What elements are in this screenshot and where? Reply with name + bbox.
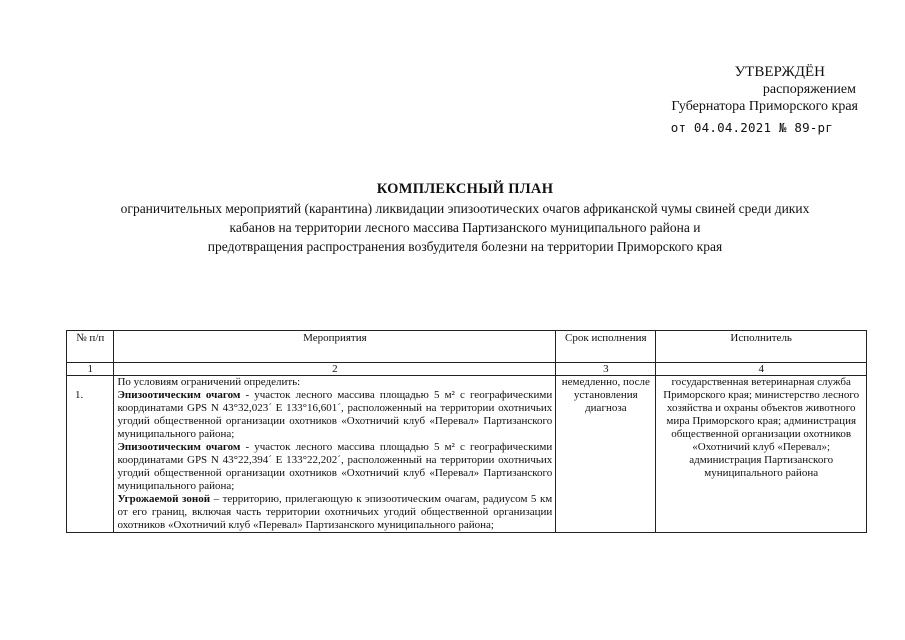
approval-approved: УТВЕРЖДЁН <box>734 64 825 80</box>
approval-governor: Губернатора Приморского края <box>671 99 858 114</box>
measure-term: Угрожаемой зоной <box>117 493 211 505</box>
column-number: 3 <box>556 363 656 376</box>
approval-order: распоряжением <box>762 82 856 97</box>
column-number: 4 <box>656 363 867 376</box>
measure-term: Эпизоотическим очагом <box>117 441 241 453</box>
measure-text: - участок лесного массива площадью 5 м² с географическими координатами GPS N 43°32,023´ E 133°16,601´, расположенный на территории охотничьих угодий общественной организации охотников «Охотничий клуб «Перевал» Партизанского муниципального района; <box>117 389 553 440</box>
document-heading <box>40 179 890 256</box>
plan-table <box>66 330 867 533</box>
measure-term: Эпизоотическим очагом <box>117 389 241 401</box>
row-term: немедленно, после установления диагноза <box>556 376 656 533</box>
approval-stamp <box>671 64 858 136</box>
measures-intro: По условиям ограничений определить: <box>117 376 301 388</box>
column-number: 1 <box>67 363 114 376</box>
row-measures <box>114 376 556 533</box>
table-header-row <box>67 331 867 363</box>
header-term: Срок исполнения <box>556 331 656 363</box>
document-title: КОМПЛЕКСНЫЙ ПЛАН <box>376 181 554 197</box>
document-subtitle-line-1: ограничительных мероприятий (карантина) ликвидации эпизоотических очагов африканской чумы свиней среди диких <box>120 201 810 216</box>
document-subtitle-line-3: предотвращения распространения возбудителя болезни на территории Приморского края <box>207 239 723 254</box>
header-measures: Мероприятия <box>114 331 556 363</box>
column-number-row <box>67 363 867 376</box>
measure-item <box>117 493 552 532</box>
measure-text: - участок лесного массива площадью 5 м² с географическими координатами GPS N 43°22,394´ E 133°22,202´, расположенный на территории охотничьих угодий общественной организации охотников «Охотничий клуб «Перевал» Партизанского муниципального района; <box>117 441 553 492</box>
approval-date-number: от 04.04.2021 № 89-рг <box>670 120 833 135</box>
measure-item <box>117 441 552 493</box>
table-row <box>67 376 867 533</box>
measure-text: – территорию, прилегающую к эпизоотическим очагам, радиусом 5 км от его границ, включая часть территории охотничьих угодий общественной организации охотников «Охотничий клуб «Перевал» Партизанского муниципального района; <box>117 493 553 531</box>
column-number: 2 <box>114 363 556 376</box>
row-executor: государственная ветеринарная служба Приморского края; министерство лесного хозяйства и охраны объектов животного мира Приморского края; администрация общественной организации охотников «Охотничий клуб «Перевал»; администрация Партизанского муниципального района <box>656 376 867 533</box>
measure-item <box>117 389 552 441</box>
header-executor: Исполнитель <box>656 331 867 363</box>
header-num: № п/п <box>67 331 114 363</box>
row-number: 1. <box>67 376 114 533</box>
document-subtitle-line-2: кабанов на территории лесного массива Партизанского муниципального района и <box>229 220 701 235</box>
